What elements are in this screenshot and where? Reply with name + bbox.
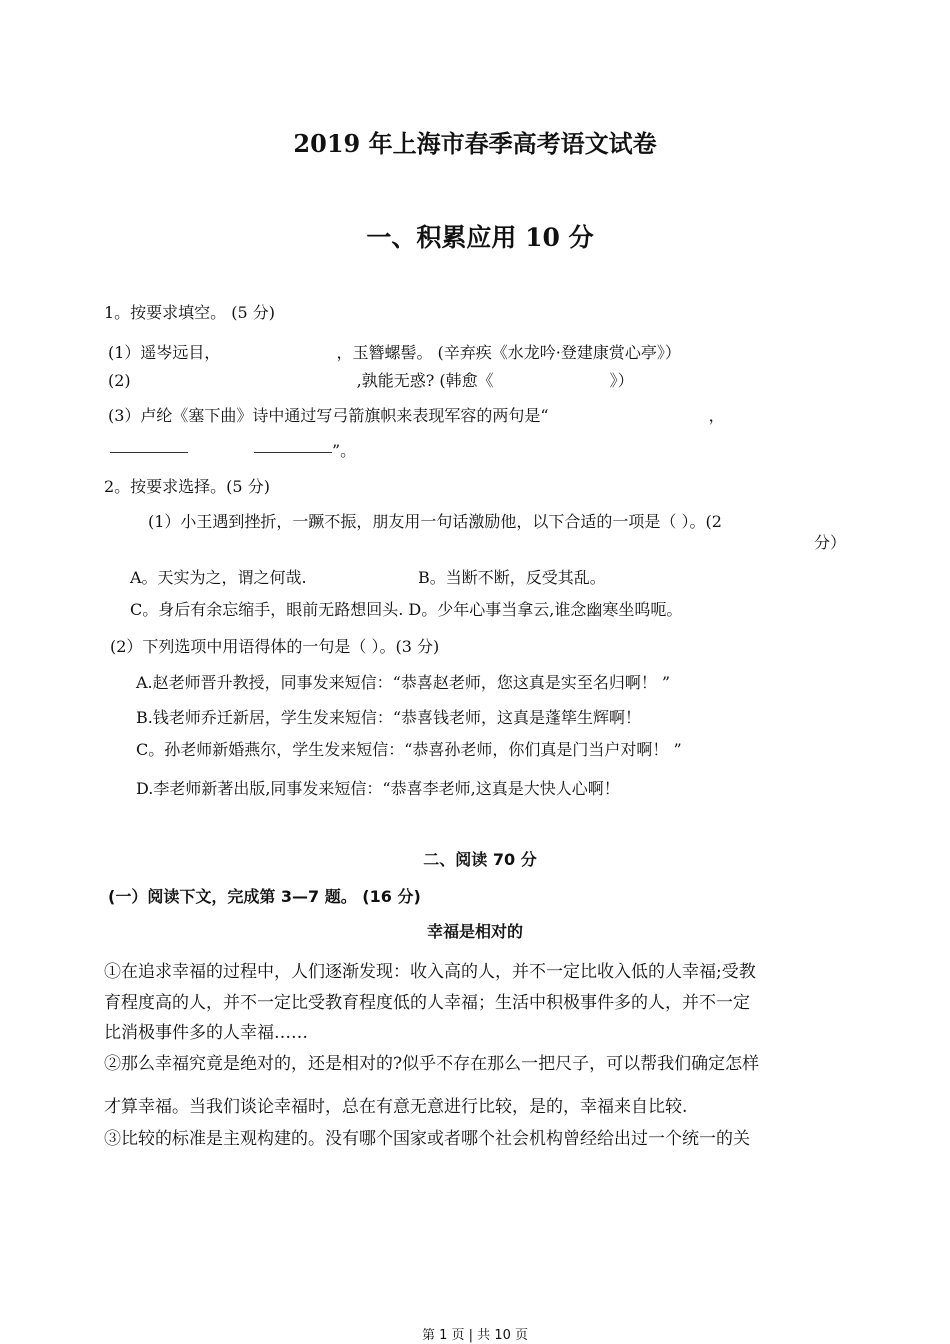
q2-sub1-option-cd: C。身后有余忘缩手，眼前无路想回头. D。少年心事当拿云,谁念幽寒坐呜呃。	[130, 600, 683, 619]
article-line-6: ③比较的标准是主观构建的。没有哪个国家或者哪个社会机构曾经给出过一个统一的关	[104, 1129, 750, 1149]
article-line-3: 比消极事件多的人幸福……	[104, 1023, 308, 1043]
q2-sub2-option-c: C。孙老师新婚燕尔，学生发来短信：“恭喜孙老师，你们真是门当户对啊！ ”	[136, 740, 682, 759]
q1-item1	[108, 340, 681, 363]
article-title: 幸福是相对的	[426, 922, 523, 941]
q1-item3-blank3[interactable]	[254, 451, 332, 453]
q1-stem: 1。按要求填空。 (5 分)	[104, 303, 276, 322]
q1-item1-prefix: (1）遥岑远目，	[108, 343, 221, 362]
q2-sub1-option-b: B。当断不断，反受其乱。	[418, 568, 606, 587]
q1-item3-end: ”。	[332, 441, 357, 460]
q2-sub1-stem: (1）小王遇到挫折，一蹶不振，朋友用一句话激励他，以下合适的一项是（ ）。(2	[148, 512, 722, 531]
article-line-4: ②那么幸福究竟是绝对的，还是相对的?似乎不存在那么一把尺子，可以帮我们确定怎样	[104, 1054, 760, 1074]
article-line-5: 才算幸福。当我们谈论幸福时，总在有意无意进行比较，是的，幸福来自比较.	[104, 1097, 688, 1117]
q2-sub2-option-b: B.钱老师乔迁新居，学生发来短信：“恭喜钱老师，这真是蓬筚生辉啊！	[136, 708, 642, 727]
q1-item3-prefix: (3）卢纶《塞下曲》诗中通过写弓箭旗帜来表现军容的两句是“	[108, 406, 549, 425]
section1-heading: 一、积累应用 10 分	[366, 223, 594, 252]
q2-sub1-stem-tail: 分）	[814, 533, 847, 552]
q2-stem: 2。按要求选择。(5 分)	[104, 477, 270, 496]
q2-sub1-option-a: A。天实为之，谓之何哉.	[130, 568, 307, 587]
q1-item1-suffix: ，玉簪螺髻。 (辛弃疾《水龙吟·登建康赏心亭》）	[336, 343, 681, 362]
q2-sub2-stem: (2）下列选项中用语得体的一句是（ ）。(3 分)	[110, 637, 440, 656]
q1-item2-suffix: 》）	[609, 371, 634, 390]
q2-sub2-option-d: D.李老师新著出版,同事发来短信：“恭喜李老师,这真是大快人心啊！	[136, 779, 620, 798]
q1-item2-prefix: (2)	[108, 371, 131, 390]
page-footer: 第 1 页 | 共 10 页	[422, 1328, 528, 1343]
article-line-2: 育程度高的人，并不一定比受教育程度低的人幸福；生活中积极事件多的人，并不一定	[104, 993, 750, 1013]
q1-item3	[108, 403, 725, 426]
q1-item2-middle: ,孰能无惑? (韩愈《	[356, 371, 494, 390]
q1-item3-comma: ，	[708, 406, 725, 425]
article-line-1: ①在追求幸福的过程中，人们逐渐发现：收入高的人，并不一定比收入低的人幸福;受教	[104, 962, 756, 982]
q2-sub2-option-a: A.赵老师晋升教授，同事发来短信：“恭喜赵老师，您这真是实至名归啊！ ”	[136, 673, 671, 692]
page-title: 2019 年上海市春季高考语文试卷	[293, 129, 657, 158]
q1-item3-line2	[110, 438, 356, 461]
q1-item2	[108, 368, 634, 391]
section2-heading: 二、阅读 70 分	[423, 850, 537, 869]
reading-part1-instruction: (一）阅读下文，完成第 3—7 题。 (16 分)	[108, 887, 421, 906]
q1-item3-blank2[interactable]	[110, 451, 188, 453]
